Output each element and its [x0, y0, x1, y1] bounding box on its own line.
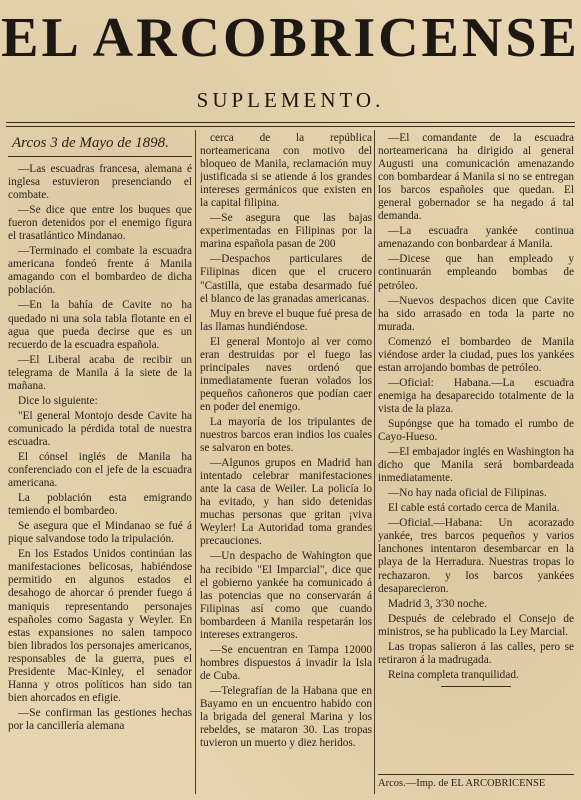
article-paragraph: Madrid 3, 3'30 noche.: [388, 597, 487, 610]
supplement-subtitle: SUPLEMENTO.: [196, 88, 385, 112]
column-3: [378, 132, 574, 788]
article-paragraph: —Algunos grupos en Madrid han intentado celebrar manifestaciones ante la casa de Weiler. La policía lo ha evitado, y han sido detenidas muchas personas que gritan ¡viva Weyler! La Autoridad toma grandes precauciones.: [200, 457, 372, 548]
article-paragraph: —El comandante de la escuadra norteamericana ha dirigido al general Augusti una comunicación amenazando con bombardear á Manila si no se entregan los barcos españoles que quedan. El general gobernador se ha negado á tal demanda.: [378, 132, 574, 223]
masthead-title: EL ARCOBRICENSE: [1, 7, 580, 69]
dateline: Arcos 3 de Mayo de 1898.: [12, 135, 169, 151]
article-paragraph: Reina completa tranquilidad.: [388, 668, 519, 681]
column-1: [8, 132, 192, 788]
article-paragraph: En los Estados Unidos continúan las manifestaciones belicosas, habiéndose permitido en algunos estados el desahogo de ahorcar ó prender fuego á maniquis representando personajes españoles como Sagasta y Weyler. En estas expansiones no salen tampoco bien librados los personajes americanos, responsables de la guerra, pues el Presidente Mac-Kinley, el senador Hanna y otros políticos han sido tan bien ahorcados en efigie.: [8, 548, 192, 704]
article-paragraph: —Oficial.—Habana: Un acorazado yankée, tres barcos pequeños y varios lanchones intentaron desembarcar en la playa de la Herradura. Nuestras tropas lo rechazaron. y los barcos yankées desaparecieron.: [378, 517, 574, 595]
article-paragraph: —El embajador inglés en Washington ha dicho que Manila será bombardeada inmediatamente.: [378, 446, 574, 485]
article-paragraph: —En la bahía de Cavite no ha quedado ni una sola tabla flotante en el agua que pueda decirse que es un recuerdo de la escuadra española.: [8, 299, 192, 351]
col3-body: [378, 132, 574, 682]
col2-body: [200, 132, 372, 750]
article-paragraph: —Las escuadras francesa, alemana é inglesa estuvieron presenciando el combate.: [8, 163, 192, 202]
article-paragraph: —Se asegura que las bajas experimentadas en Filipinas por la marina española pasan de 200: [200, 212, 372, 251]
article-paragraph: cerca de la república norteamericana con motivo del bloqueo de Manila, reclamación muy justificada si se atiende á los grandes intereses germánicos que existen en la capital filipina.: [200, 132, 372, 210]
header-rule-thin: [6, 126, 575, 127]
article-paragraph: —Se dice que entre los buques que fueron detenidos por el enemigo figura el trasatlántico Mindanao.: [8, 204, 192, 243]
article-paragraph: —Oficial: Habana.—La escuadra enemiga ha desaparecido totalmente de la vista de la plaza.: [378, 376, 574, 415]
col1-body: [8, 163, 192, 733]
article-paragraph: —Se confirman las gestiones hechas por la cancillería alemana: [8, 706, 192, 732]
article-paragraph: Comenzó el bombardeo de Manila viéndose arder la ciudad, pues los yankées estan arrojando bombas de petróleo.: [378, 335, 574, 374]
article-paragraph: —Dicese que han empleado y continuarán empleando bombas de petróleo.: [378, 253, 574, 292]
dateline-rule: [8, 156, 192, 157]
article-paragraph: El general Montojo al ver como eran destruidas por el fuego las principales naves ordenó que inmediatamente fueran volados los pequeños cañoneros que podían caer en poder del enemigo.: [200, 335, 372, 413]
article-paragraph: —El Liberal acaba de recibir un telegrama de Manila á la siete de la mañana.: [8, 353, 192, 392]
article-paragraph: —La escuadra yankée continua amenazando con bonbardear á Manila.: [378, 225, 574, 251]
article-paragraph: —Telegrafían de la Habana que en Bayamo en un encuentro habido con la brigada del general Marina y los rebeldes, se mataron 30. Las tropas tuvieron un muerto y diez heridos.: [200, 684, 372, 750]
end-rule: [441, 686, 511, 687]
header-rule: [6, 122, 575, 123]
article-paragraph: Muy en breve el buque fué presa de las llamas hundiéndose.: [200, 307, 372, 333]
article-paragraph: La población esta emigrando temiendo el bombardeo.: [8, 492, 192, 518]
column-divider: [374, 130, 375, 794]
article-paragraph: El cable está cortado cerca de Manila.: [388, 502, 560, 515]
article-paragraph: Después de celebrado el Consejo de ministros, se ha publicado la Ley Marcial.: [378, 612, 574, 638]
article-paragraph: Las tropas salieron á las calles, pero se retiraron á la madrugada.: [378, 640, 574, 666]
article-paragraph: —Despachos particulares de Filipinas dicen que el crucero "Castilla, que estaba desarmado fué el blanco de las granadas americanas.: [200, 253, 372, 305]
article-paragraph: —Un despacho de Wahington que ha recibido "El Imparcial", dice que el gobierno yankée ha comunicado á las potencias que no conservarán á Filipinas así como que cuando bombardeen á Manila respetarán los intereses extrangeros.: [200, 550, 372, 641]
article-paragraph: —Nuevos despachos dicen que Cavite ha sido arrasado en toda la parte no murada.: [378, 294, 574, 333]
article-paragraph: —Terminado el combate la escuadra americana fondeó frente á Manila amagando con el bombardeo de dicha población.: [8, 245, 192, 297]
column-2: [200, 132, 372, 788]
article-paragraph: "El general Montojo desde Cavite ha comunicado la pérdida total de nuestra escuadra.: [8, 409, 192, 448]
article-paragraph: Se asegura que el Mindanao se fué á pique salvandose todo la tripulación.: [8, 520, 192, 546]
article-paragraph: —Se encuentran en Tampa 12000 hombres dispuestos á invadir la Isla de Cuba.: [200, 643, 372, 682]
article-paragraph: —No hay nada oficial de Filipinas.: [388, 487, 547, 500]
article-paragraph: El cónsel inglés de Manila ha conferenciado con el jefe de la escuadra americana.: [8, 450, 192, 490]
column-divider: [195, 130, 196, 794]
printer-imprint: Arcos.—Imp. de EL ARCOBRICENSE: [378, 774, 574, 789]
article-paragraph: Dice lo siguiente:: [18, 394, 98, 407]
article-paragraph: Supóngse que ha tomado el rumbo de Cayo-Hueso.: [378, 417, 574, 444]
article-paragraph: La mayoría de los tripulantes de nuestros barcos eran indios los cuales se salvaron en botes.: [200, 415, 372, 455]
